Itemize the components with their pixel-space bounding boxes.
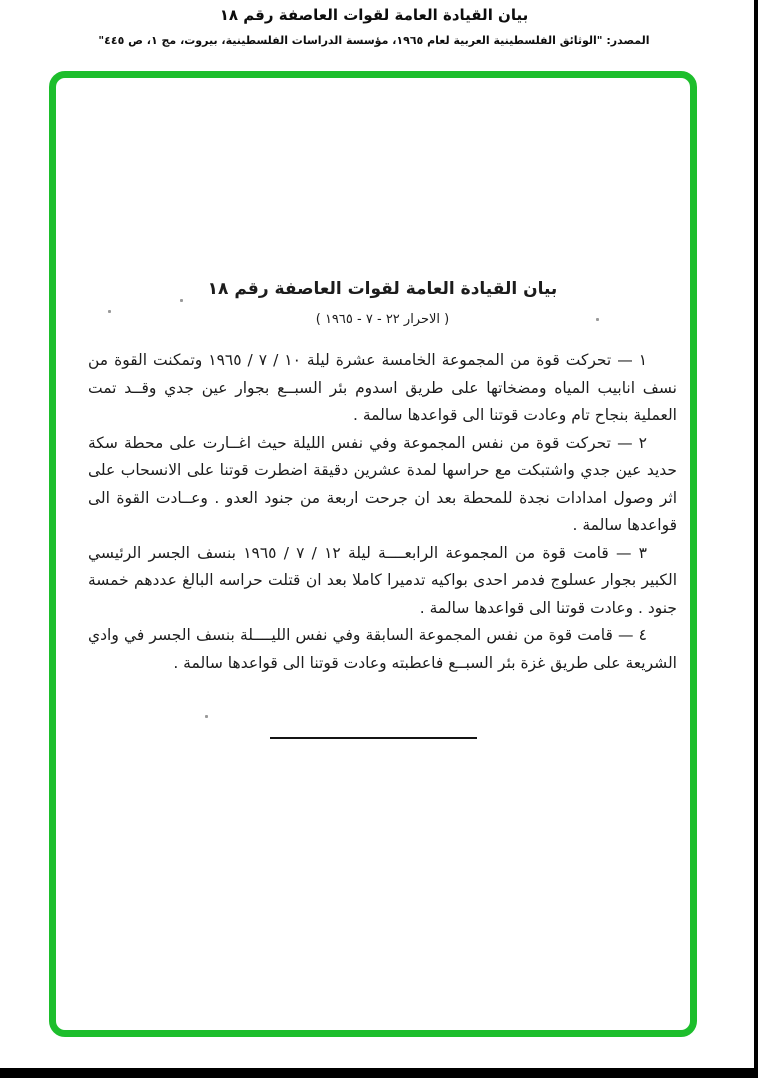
document-title: بيان القيادة العامة لقوات العاصفة رقم ١٨ <box>207 279 558 299</box>
scan-speck <box>180 299 183 302</box>
document-subtitle: ( الاحرار ٢٢ - ٧ - ١٩٦٥ ) <box>315 312 450 327</box>
source-citation: المصدر: "الوثائق الفلسطينية العربية لعام ١٩٦٥، مؤسسة الدراسات الفلسطينية، بيروت، مج ١، ص ٤٤٥" <box>98 34 650 47</box>
document-paragraph-4: ٤ — قامت قوة من نفس المجموعة السابقة وفي نفس الليــــلة بنسف الجسر في وادي الشريعة على طريق غزة بئر السبــع فاعطبته وعادت قوتنا الى قواعدها سالمة . <box>88 626 677 672</box>
document-paragraph-1: ١ — تحركت قوة من المجموعة الخامسة عشرة ليلة ١٠ / ٧ / ١٩٦٥ وتمكنت القوة من نسف انابيب المياه ومضخاتها على طريق اسدوم بئر السبــع بجوار عين جدي وقــد تمت العملية بنجاح تام وعادت قوتنا الى قواعدها سالمة . <box>88 351 677 424</box>
scan-edge-right <box>754 0 758 1078</box>
scan-speck <box>596 318 599 321</box>
scan-edge-bottom <box>0 1068 758 1078</box>
document-body <box>88 275 677 739</box>
page-header <box>0 6 748 47</box>
document-paragraph-3: ٣ — قامت قوة من المجموعة الرابعــــة ليلة ١٢ / ٧ / ١٩٦٥ بنسف الجسر الرئيسي الكبير بجوار عسلوج فدمر احدى بواكيه تدميرا كاملا بعد ان قتلت حراسه البالغ عددهم خمسة جنود . وعادت قوتنا الى قواعدها سالمة . <box>88 543 677 617</box>
scan-speck <box>108 310 111 313</box>
page-title: بيان القيادة العامة لقوات العاصفة رقم ١٨ <box>219 6 529 24</box>
separator-line <box>270 737 477 739</box>
scan-speck <box>205 715 208 718</box>
document-paragraph-2: ٢ — تحركت قوة من نفس المجموعة وفي نفس الليلة حيث اغــارت على محطة سكة حديد عين جدي واشتبكت مع حراسها لمدة عشرين دقيقة اضطرت قوتنا على الانسحاب على اثر وصول امدادات نجدة للمحطة بعد ان جرحت اربعة من جنود العدو . وعــادت القوة الى قواعدها سالمة . <box>88 433 677 534</box>
